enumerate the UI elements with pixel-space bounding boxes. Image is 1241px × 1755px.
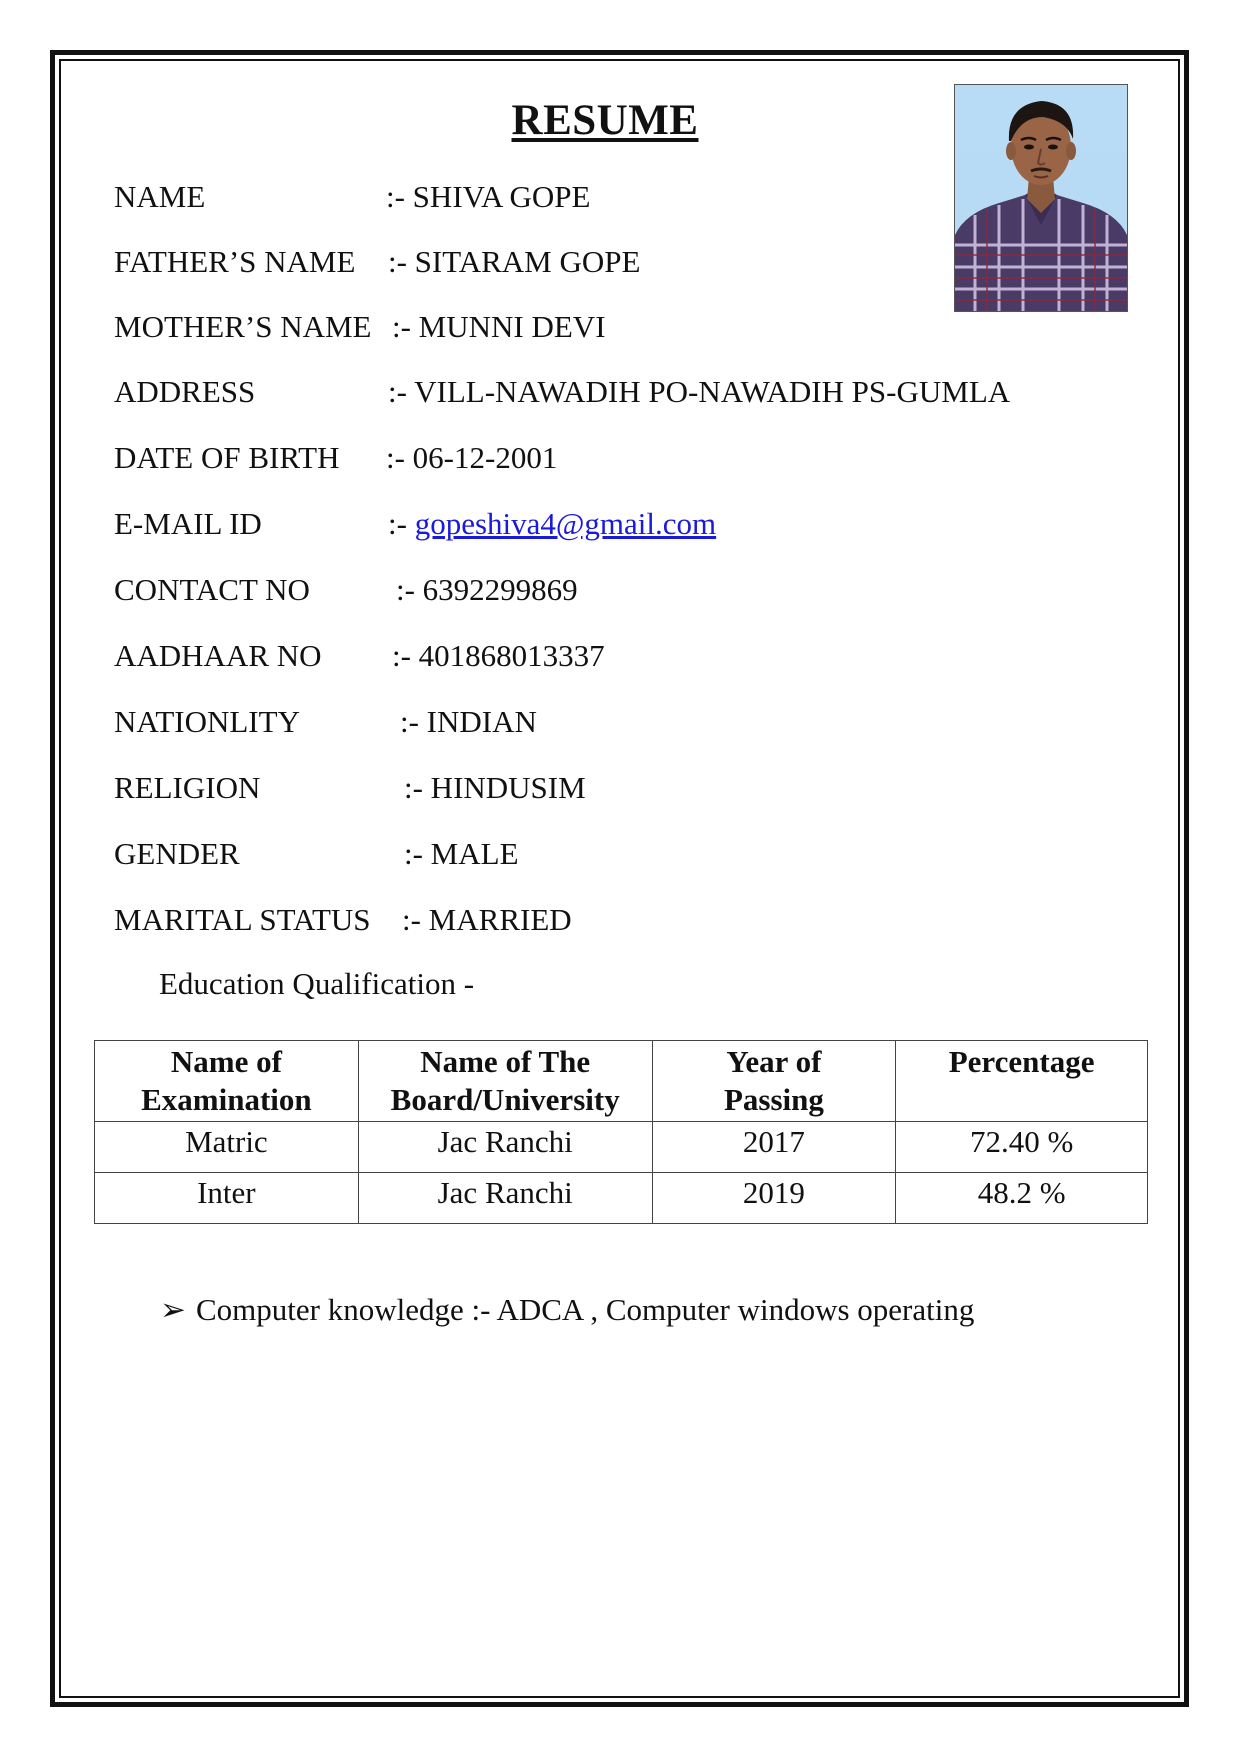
table-cell: Matric	[95, 1122, 359, 1173]
resume-title: RESUME	[511, 97, 699, 144]
field-label: FATHER’S NAME	[114, 244, 356, 279]
header-line: Name of	[170, 1044, 282, 1079]
table-header-row	[95, 1041, 1148, 1122]
field-value: :- 401868013337	[392, 638, 605, 673]
field-label: MARITAL STATUS	[114, 902, 371, 937]
table-cell: Jac Ranchi	[358, 1122, 652, 1173]
field-value: :- HINDUSIM	[404, 770, 586, 805]
field-value	[388, 502, 716, 546]
arrowhead-bullet-icon: ➢	[160, 1292, 186, 1327]
table-cell: 2019	[652, 1173, 896, 1224]
education-heading: Education Qualification -	[159, 966, 475, 1001]
header-line: Examination	[141, 1082, 312, 1117]
field-label: NAME	[114, 179, 206, 214]
field-label: NATIONLITY	[114, 704, 300, 739]
header-line: Name of The	[420, 1044, 591, 1079]
skills-text: Computer knowledge :- ADCA , Computer windows operating	[196, 1292, 975, 1327]
field-value: :- SITARAM GOPE	[388, 244, 641, 279]
field-value: :- SHIVA GOPE	[386, 179, 591, 214]
column-header-board	[358, 1041, 652, 1122]
field-label: CONTACT NO	[114, 572, 310, 607]
table-cell: 48.2 %	[896, 1173, 1148, 1224]
table-cell: 72.40 %	[896, 1122, 1148, 1173]
field-value: :- 6392299869	[396, 572, 578, 607]
column-header-percentage	[896, 1041, 1148, 1122]
table-row	[95, 1122, 1148, 1173]
field-label: MOTHER’S NAME	[114, 309, 372, 344]
field-label: DATE OF BIRTH	[114, 440, 340, 475]
field-label: ADDRESS	[114, 374, 256, 409]
field-label: GENDER	[114, 836, 240, 871]
field-value: :- VILL-NAWADIH PO-NAWADIH PS-GUMLA	[388, 374, 1011, 409]
field-value: :- MALE	[404, 836, 519, 871]
field-label: E-MAIL ID	[114, 506, 262, 541]
email-link[interactable]: gopeshiva4@gmail.com	[414, 506, 717, 541]
field-value: :- MUNNI DEVI	[392, 309, 606, 344]
email-prefix: :-	[388, 506, 415, 541]
table-cell: Inter	[95, 1173, 359, 1224]
field-label: RELIGION	[114, 770, 261, 805]
skills-bullet	[160, 1288, 974, 1332]
column-header-examination	[95, 1041, 359, 1122]
table-cell: 2017	[652, 1122, 896, 1173]
header-line: Percentage	[948, 1044, 1095, 1079]
header-line: Passing	[723, 1082, 824, 1117]
field-label: AADHAAR NO	[114, 638, 322, 673]
table-cell: Jac Ranchi	[358, 1173, 652, 1224]
profile-photo	[954, 84, 1128, 312]
field-value: :- 06-12-2001	[386, 440, 558, 475]
column-header-year	[652, 1041, 896, 1122]
header-line: Year of	[726, 1044, 822, 1079]
field-value: :- INDIAN	[400, 704, 537, 739]
table-row	[95, 1173, 1148, 1224]
header-line: Board/University	[390, 1082, 620, 1117]
education-table	[94, 1040, 1148, 1224]
field-value: :- MARRIED	[402, 902, 572, 937]
